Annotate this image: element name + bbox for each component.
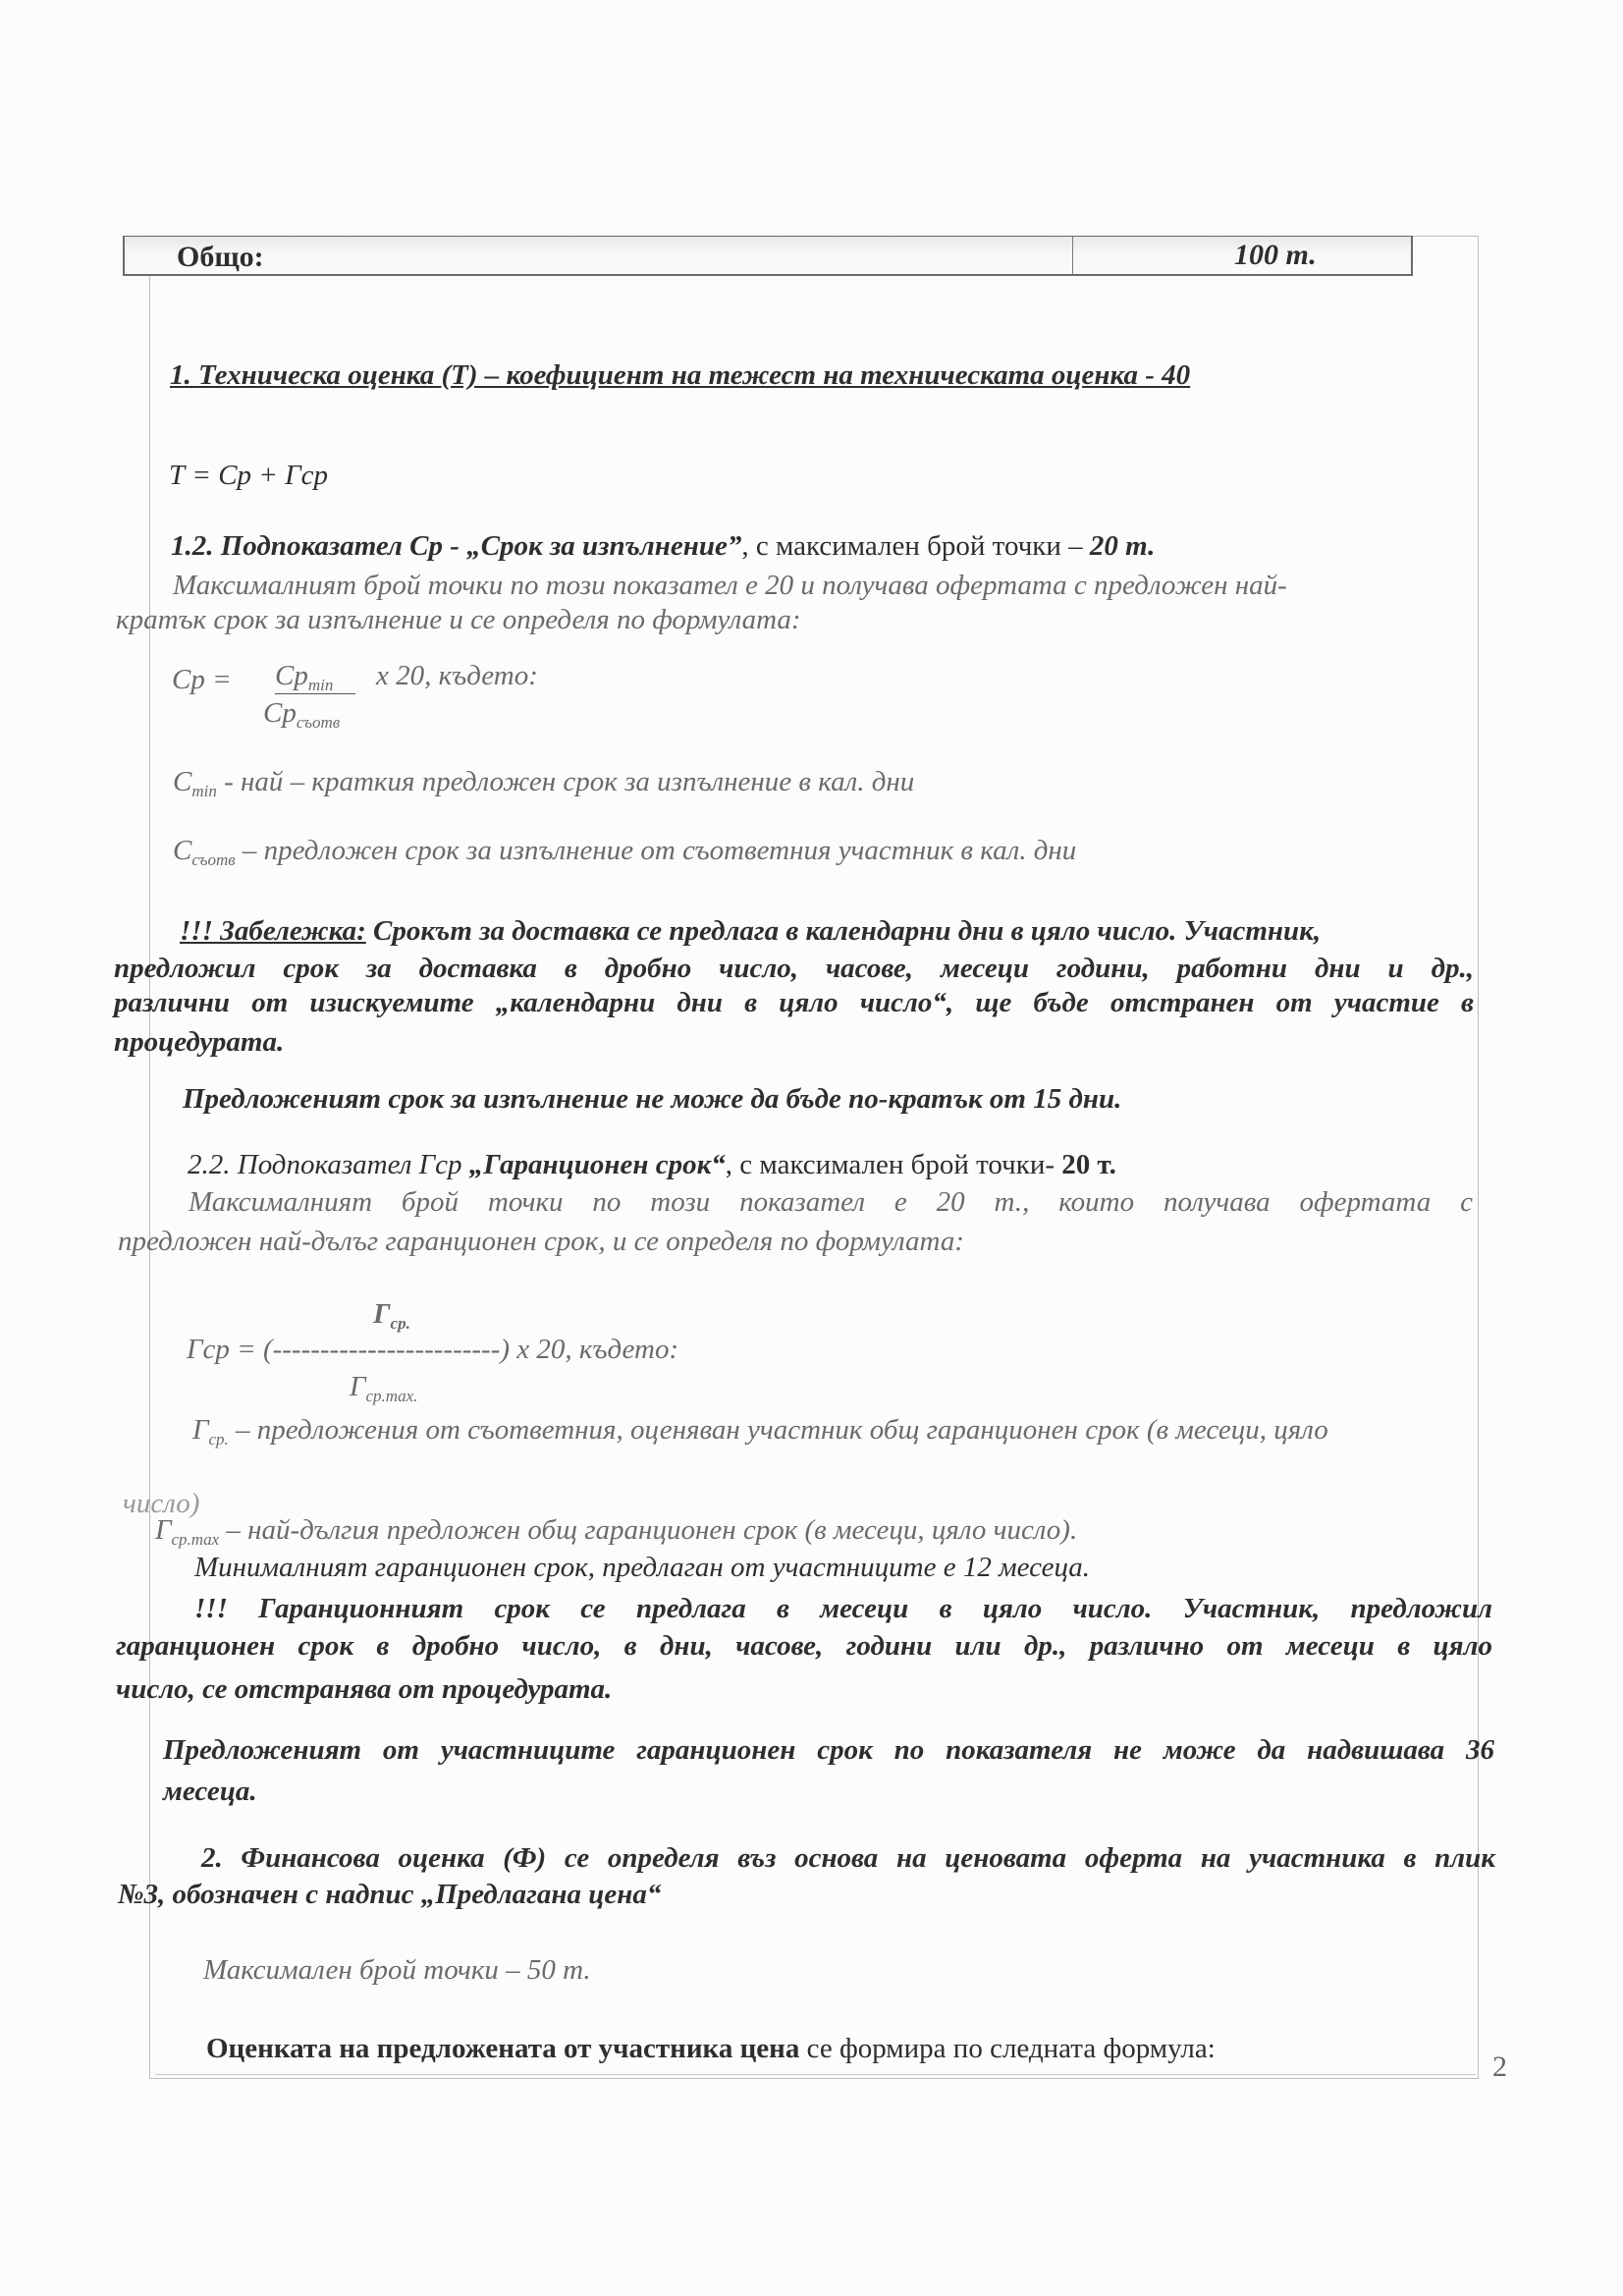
sp-note-line2: предложил срок за доставка в дробно число, часове, месеци години, работни дни и др., (114, 953, 1474, 984)
gsp-formula-num-base: Г (373, 1298, 391, 1330)
fin-max-points: Максимален брой точки – 50 т. (203, 1954, 591, 1986)
sp-title-num: 1.2. Подпоказател Ср - (171, 530, 467, 562)
sp-cmin-def (173, 766, 914, 801)
sp-desc-line2: кратък срок за изпълнение и се определя по формулата: (116, 604, 801, 635)
gsp-title-name: „Гаранционен срок“ (468, 1149, 726, 1180)
total-row-separator (1072, 237, 1073, 274)
sp-formula-tail: х 20, където: (376, 660, 538, 691)
sp-title-tail: , с максимален брой точки – (741, 530, 1090, 562)
sp-desc-line1: Максималният брой точки по този показател е 20 и получава офертата с предложен най- (173, 570, 1287, 601)
gsp-gmax-def (155, 1514, 1077, 1550)
sp-note-line1 (180, 915, 1321, 948)
gsp-formula-den-base: Г (350, 1371, 366, 1402)
csaotv-base: С (173, 835, 192, 866)
total-row (123, 236, 1413, 276)
gsp-warn-line3: число, се отстранява от процедурата. (116, 1673, 613, 1705)
g-text-line1: – предложения от съответния, оценяван участник общ гаранционен срок (в месеци, цяло (228, 1414, 1328, 1446)
gsp-desc-line2: предложен най-дълъг гаранционен срок, и се определя по формулата: (118, 1226, 964, 1257)
gsp-title-tail: , с максимален брой точки- (725, 1149, 1062, 1180)
gsp-g-def-line2: число) (123, 1488, 200, 1519)
sp-title-name: „Срок за изпълнение” (466, 530, 742, 562)
page-number: 2 (1492, 2050, 1507, 2083)
gsp-formula-numerator (373, 1298, 410, 1334)
fin-formula-intro (206, 2033, 1216, 2065)
gsp-title-num: 2.2. Подпоказател Гср (188, 1149, 469, 1180)
page-frame-bottom (155, 2074, 1476, 2075)
g-sub: ср. (208, 1430, 229, 1449)
sp-formula-numerator (275, 660, 333, 695)
sp-formula-denominator (263, 697, 340, 733)
gmax-sub: ср.max (171, 1530, 220, 1549)
gsp-max-line2: месеца. (163, 1776, 257, 1807)
gsp-formula-num-sub: ср. (390, 1314, 410, 1333)
sp-formula-num-sub: min (307, 676, 334, 694)
tech-formula: Т = Ср + Гср (169, 460, 328, 491)
gsp-formula-middle: (------------------------) х 20, където: (262, 1334, 679, 1365)
cmin-text: - най – краткия предложен срок за изпълнение в кал. дни (216, 766, 915, 797)
total-value: 100 т. (1234, 239, 1317, 271)
sp-note-line3: различни от изискуемите „календарни дни в цяло число“, ще бъде отстранен от участие в (114, 987, 1474, 1018)
gsp-formula-den-sub: ср.max. (365, 1387, 418, 1405)
gsp-min-warranty: Минималният гаранционен срок, предлаган от участниците е 12 месеца. (194, 1552, 1091, 1583)
sp-formula-den-sub: съотв (296, 713, 341, 732)
gsp-title (188, 1149, 1116, 1181)
gsp-max-line1: Предложеният от участниците гаранционен срок по показателя не може да надвишава 36 (163, 1734, 1494, 1766)
gmax-text: – най-дългия предложен общ гаранционен срок (в месеци, цяло число). (219, 1514, 1078, 1546)
g-base: Г (192, 1414, 209, 1446)
sp-min-term: Предложеният срок за изпълнение не може да бъде по-кратък от 15 дни. (183, 1083, 1122, 1115)
cmin-sub: min (191, 782, 217, 800)
sp-formula-den-base: Ср (263, 697, 297, 729)
sp-note-line4: процедурата. (114, 1026, 285, 1058)
sp-fraction-line (275, 693, 355, 694)
gsp-warn-line2: гаранционен срок в дробно число, в дни, часове, години или др., различно от месеци в цяло (116, 1630, 1492, 1662)
fin-heading-line2: №3, обозначен с надпис „Предлагана цена“ (118, 1879, 662, 1910)
sp-note-text1: Срокът за доставка се предлага в календарни дни в цяло число. Участник, (373, 915, 1322, 947)
sp-formula-lhs: Ср = (172, 664, 232, 695)
fin-formula-intro-bold: Оценката на предложената от участника цена (206, 2033, 800, 2064)
sp-title (171, 530, 1155, 563)
total-label: Общо: (177, 241, 264, 273)
sp-formula-num-base: Ср (275, 660, 308, 691)
sp-title-points: 20 т. (1089, 530, 1156, 562)
gsp-desc-line1: Максималният брой точки по този показател е 20 т., които получава офертата с (189, 1186, 1473, 1218)
gsp-title-points: 20 т. (1061, 1149, 1116, 1180)
gsp-warn-line1: !!! Гаранционният срок се предлага в месеци в цяло число. Участник, предложил (194, 1593, 1492, 1624)
gmax-base: Г (155, 1514, 172, 1546)
tech-heading: 1. Техническа оценка (Т) – коефициент на тежест на техническата оценка - 40 (170, 359, 1191, 391)
fin-formula-intro-rest: се формира по следната формула: (799, 2033, 1216, 2064)
sp-csaotv-def (173, 835, 1076, 870)
gsp-formula-denominator (350, 1371, 417, 1406)
fin-heading-line1: 2. Финансова оценка (Ф) се определя въз основа на ценовата оферта на участника в плик (201, 1842, 1495, 1874)
cmin-base: С (173, 766, 192, 797)
csaotv-sub: съотв (191, 850, 236, 869)
gsp-formula-lhs: Гср = (187, 1334, 256, 1365)
csaotv-text: – предложен срок за изпълнение от съответния участник в кал. дни (235, 835, 1077, 866)
sp-note-label: !!! Забележка: (180, 915, 366, 947)
gsp-formula-main (187, 1334, 678, 1366)
gsp-g-def-line1 (192, 1414, 1328, 1449)
